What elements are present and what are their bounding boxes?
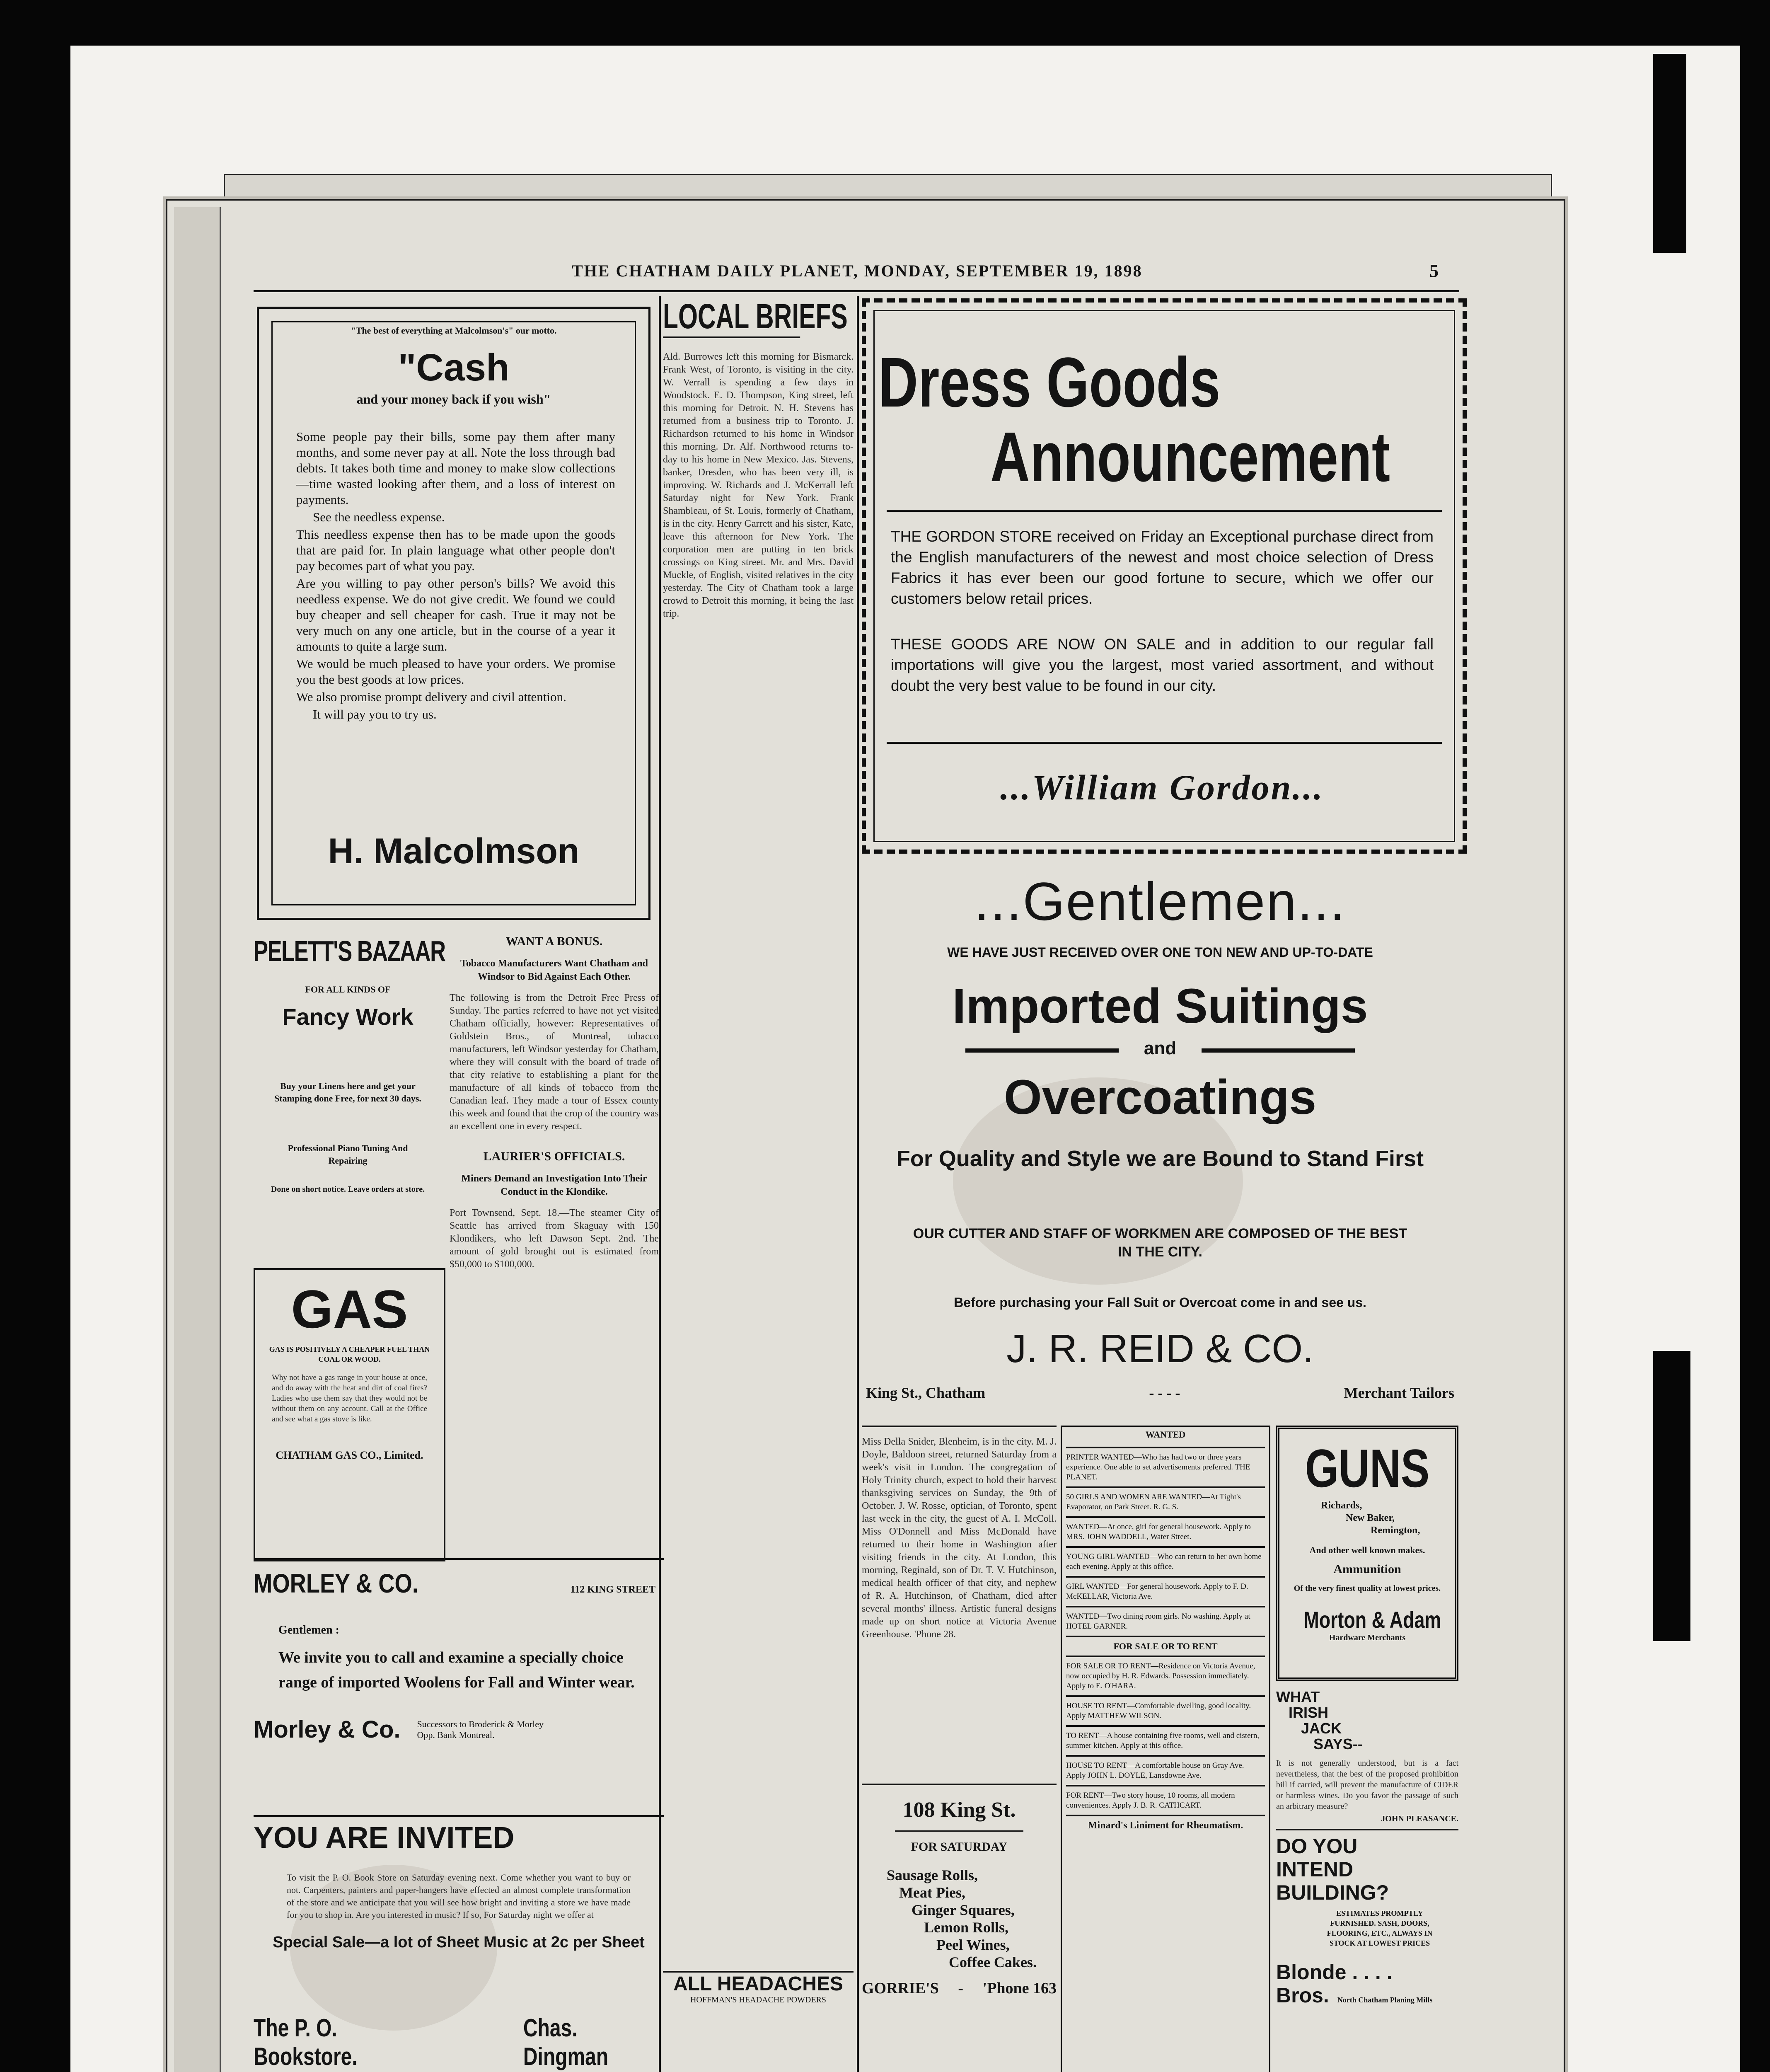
pelett-bazaar-ad [254, 934, 445, 1254]
classified-item: HOUSE TO RENT—A comfortable house on Gray Ave. Apply JOHN L. DOYLE, Lansdowne Ave. [1066, 1761, 1244, 1780]
dress-goods-ad [862, 298, 1467, 854]
shop-item: Coffee Cakes. [949, 1954, 1037, 1970]
scan-border-left [0, 0, 70, 2072]
classified-heading: WANTED [1145, 1429, 1186, 1440]
shop-footer-mid: - [958, 1980, 964, 1997]
ad-footer-left: King St., Chatham [866, 1385, 986, 1401]
ad-rule [887, 510, 1442, 512]
ad-title: GUNS [1305, 1438, 1430, 1498]
column-body: Miss Della Snider, Blenheim, is in the city. M. J. Doyle, Baldoon street, returned Saturday from a week's visit in London. The congregation of Holy Trinity church, expect to hold their harvest thanksgiving services on Sunday, the 9th of October. J. W. Rosse, optician, of Toronto, spent last week in the city, the guest of A. I. McColl. Miss O'Donnell and Miss McDonald have returned to their home in Washington after visiting friends in the city. At London, this morning, Reginald, son of Dr. T. V. Hutchinson, medical health officer of that city, and nephew of R. A. Hutchinson, of Chatham, died after several months' illness. Artistic funeral designs made up on short notice at Victoria Avenue Greenhouse. 'Phone 28. [862, 1436, 1057, 1640]
irish-jack-line: IRISH [1289, 1704, 1329, 1721]
page-fold [174, 207, 221, 2072]
classifieds-column [1061, 1426, 1270, 2072]
ad-successors: Successors to Broderick & Morley Opp. Bank Montreal. [417, 1719, 544, 1740]
page-number: 5 [1429, 261, 1439, 281]
ad-paragraph: THESE GOODS ARE NOW ON SALE and in addition to our regular fall importations will give you the largest, most varied assortment, and without doubt the very best value to be found in our city. [891, 636, 1434, 694]
ad-title: GAS [291, 1279, 408, 1339]
ad-line: Done on short notice. Leave orders at store. [271, 1185, 425, 1194]
news-column [450, 934, 659, 1556]
ad-line: Before purchasing your Fall Suit or Overcoat come in and see us. [954, 1295, 1366, 1310]
ad-signature-left: The P. O. Bookstore. [254, 2014, 358, 2070]
film-tab-right-top [1653, 54, 1686, 253]
ad-signature: CHATHAM GAS CO., Limited. [276, 1449, 423, 1461]
building-ad-line: DO YOU [1276, 1835, 1358, 1858]
shop-title: 108 King St. [902, 1798, 1016, 1822]
blonde-bros-line: Blonde . . . . [1276, 1961, 1393, 1984]
building-ad-line: BUILDING? [1276, 1881, 1389, 1904]
ad-body: We invite you to call and examine a specially choice range of imported Woolens for Fall and Winter wear. [278, 1649, 635, 1691]
ad-line: Remington, [1371, 1525, 1420, 1536]
morley-ad [254, 1558, 664, 1807]
classified-item: FOR RENT—Two story house, 10 rooms, all modern conveniences. Apply J. B. R. CATHCART. [1066, 1791, 1235, 1810]
masthead: THE CHATHAM DAILY PLANET, MONDAY, SEPTEMBER 19, 1898 [572, 261, 1143, 280]
ad-signature: Morley & Co. [254, 1716, 401, 1743]
film-tab-right-bottom [1653, 1351, 1690, 1641]
shop-item: Sausage Rolls, [887, 1867, 978, 1883]
ad-paragraph: Some people pay their bills, some pay them after many months, and some never pay at all. Note the loss through bad debts. It takes both time and money to make slow collections—time wasted looking after them, and a loss of interest on payments. [296, 429, 615, 507]
ad-line: and [1144, 1038, 1177, 1058]
ad-address: 112 KING STREET [570, 1584, 655, 1595]
irish-jack-line: SAYS-- [1313, 1736, 1363, 1752]
ad-title: ...Gentlemen... [974, 871, 1346, 932]
ad-paragraph: THE GORDON STORE received on Friday an Exceptional purchase direct from the English manufacturers of the newest and most choice selection of Dress Fabrics it has ever been our good fortune to secure, which we offer our customers below retail prices. [891, 528, 1434, 607]
reid-tailors-ad [862, 862, 1458, 1413]
shop-item: Peel Wines, [936, 1936, 1010, 1953]
classified-item: GIRL WANTED—For general housework. Apply to F. D. McKELLAR, Victoria Ave. [1066, 1582, 1248, 1601]
shop-footer-right: 'Phone 163 [982, 1980, 1057, 1997]
ad-flourish [965, 1048, 1119, 1053]
ad-paragraph: Are you willing to pay other person's bills? We avoid this needless expense. We do not give credit. We found we could buy cheaper and sell cheaper for cash. True it may not be very much on any one article, but in the course of a year it amounts to quite a large sum. [296, 576, 615, 654]
ad-line: For Quality and Style we are Bound to Stand First [896, 1146, 1424, 1171]
ad-paragraph: This needless expense then has to be made upon the goods that are paid for. In plain language what other people don't pay becomes part of what you pay. [296, 527, 615, 573]
ad-signature-sub: Hardware Merchants [1329, 1633, 1406, 1642]
ad-flourish [1202, 1048, 1355, 1053]
classified-item: PRINTER WANTED—Who has had two or three years experience. One able to set advertisements preferred. THE PLANET. [1066, 1453, 1250, 1481]
irish-jack-signature: JOHN PLEASANCE. [1381, 1814, 1458, 1823]
ad-line: And other well known makes. [1309, 1545, 1425, 1555]
irish-jack-body: It is not generally understood, but is a fact nevertheless, that the best of the proposed prohibition bill if carried, will prevent the manufacture of CIDER or harmless wines. Do you favor the passage of such an arbitrary measure? [1276, 1759, 1458, 1811]
ad-body [296, 429, 615, 724]
scan-border-right [1740, 0, 1770, 2072]
shop-item: Meat Pies, [899, 1884, 965, 1901]
ad-paragraph: We would be much pleased to have your orders. We promise you the best goods at low prices. [296, 656, 615, 687]
ad-salutation: Gentlemen : [278, 1624, 339, 1636]
classified-item: WANTED—At once, girl for general housework. Apply to MRS. JOHN WADDELL, Water Street. [1066, 1523, 1251, 1541]
shop-subtitle: FOR SATURDAY [911, 1840, 1008, 1854]
classified-footer: Minard's Liniment for Rheumatism. [1088, 1820, 1243, 1831]
classified-item: FOR SALE OR TO RENT—Residence on Victoria Avenue, now occupied by H. R. Edwards. Possession immediately. Apply to E. O'HARA. [1066, 1662, 1255, 1690]
ad-title: PELETT'S BAZAAR [254, 935, 445, 967]
ad-footer-dashes: - - - - [1149, 1385, 1180, 1401]
column-body: Ald. Burrowes left this morning for Bismarck. Frank West, of Toronto, is visiting in the city. W. Verrall is spending a few days in Woodstock. E. D. Thompson, King street, left this morning for Detroit. N. H. Stevens has returned from a business trip to Toronto. J. Richardson returned to his home in Windsor this morning. Dr. Alf. Northwood returns to-day to his home in New Mexico. Jas. Stevens, banker, Dresden, who has been very ill, is improving. W. Richards and J. McKerrall left Saturday night for New York. Frank Shambleau, of St. Louis, formerly of Chatham, is in the city. Henry Garrett and his sister, Kate, leave this afternoon for New York. The corporation men are putting in ten brick crossings on King street. Mr. and Mrs. David Muckle, of English, visited relatives in the city yesterday. The City of Chatham took a large crowd to Detroit this morning, it being the last trip. [663, 351, 854, 619]
ad-line: Overcoatings [1003, 1070, 1317, 1125]
scan-border-top [0, 0, 1770, 46]
ad-title: MORLEY & CO. [254, 1569, 418, 1598]
headache-ad: ALL HEADACHES [673, 1973, 843, 1995]
classified-item: HOUSE TO RENT—Comfortable dwelling, good locality. Apply MATTHEW WILSON. [1066, 1702, 1251, 1720]
ad-rule [887, 742, 1442, 744]
classified-item: YOUNG GIRL WANTED—Who can return to her own home each evening. Apply at this office. [1066, 1552, 1262, 1571]
header-rule [254, 290, 1459, 292]
ad-line: Fancy Work [282, 1004, 413, 1030]
column-rule [857, 296, 859, 2072]
column-title: LOCAL BRIEFS [663, 296, 800, 338]
shop-item: Lemon Rolls, [924, 1919, 1009, 1936]
article-headline: WANT A BONUS. [505, 934, 603, 948]
ad-signature: H. Malcolmson [328, 831, 580, 871]
ad-line: Imported Suitings [952, 979, 1368, 1034]
classified-item: 50 GIRLS AND WOMEN ARE WANTED—At Tight's Evaporator, on Park Street. R. G. S. [1066, 1493, 1241, 1511]
article-body: Port Townsend, Sept. 18.—The steamer City of Seattle has arrived from Skaguay with 150 Klondikers, who left Dawson Sept. 2nd. The amount of gold brought out is estimated from $50,000 to $100,000. [450, 1208, 659, 1270]
guns-column [1276, 1426, 1458, 2072]
ad-line: OUR CUTTER AND STAFF OF WORKMEN ARE COMPOSED OF THE BEST IN THE CITY. [913, 1226, 1407, 1260]
malcolmson-ad [257, 307, 650, 920]
ad-line: WE HAVE JUST RECEIVED OVER ONE TON NEW AND UP-TO-DATE [947, 945, 1373, 960]
ad-line: Ammunition [1333, 1562, 1401, 1576]
building-ad-line: INTEND [1276, 1858, 1354, 1881]
irish-jack-line: JACK [1301, 1720, 1342, 1737]
news-column [862, 1426, 1057, 2072]
shop-footer-left: GORRIE'S [862, 1980, 939, 1997]
guns-ad [1276, 1426, 1458, 1681]
ad-special: Special Sale—a lot of Sheet Music at 2c per Sheet [273, 1934, 645, 1951]
headache-ad-sub: HOFFMAN'S HEADACHE POWDERS [690, 1995, 827, 2004]
ad-signature-right: Chas. Dingman [523, 2014, 608, 2070]
ad-title: "Cash [398, 346, 510, 389]
blonde-bros-line: Bros. [1276, 1984, 1329, 2007]
article-headline: LAURIER'S OFFICIALS. [483, 1150, 625, 1163]
ad-signature: Morton & Adam [1303, 1607, 1441, 1633]
ad-line: Richards, [1321, 1500, 1362, 1511]
ad-line: GAS IS POSITIVELY A CHEAPER FUEL THAN COAL OR WOOD. [269, 1345, 430, 1363]
building-ad-body: ESTIMATES PROMPTLY FURNISHED. SASH, DOORS, FLOORING, ETC., ALWAYS IN STOCK AT LOWEST PRICES [1327, 1909, 1433, 1947]
ad-subtitle: and your money back if you wish" [356, 392, 551, 407]
bookstore-ad [254, 1815, 664, 2072]
local-briefs-column [663, 296, 854, 2072]
article-body: The following is from the Detroit Free Press of Sunday. The parties referred to have not yet visited Chatham officially, however: Representatives of Goldstein Bros., of Montreal, tobacco manufacturers, left Windsor yesterday for Chatham, where they will consult with the board of trade of that city relative to establishing a plant for the manufacture of all kinds of tobacco from the Canadian leaf. They made a tour of Essex county this week and found that the crop of the country was an excellent one in every respect. [450, 992, 659, 1132]
classified-heading: FOR SALE OR TO RENT [1113, 1641, 1218, 1651]
ad-line: Of the very finest quality at lowest prices. [1294, 1584, 1441, 1593]
ad-title: Announcement [990, 418, 1390, 496]
ad-kicker: "The best of everything at Malcolmson's" our motto. [351, 325, 557, 336]
classified-item: WANTED—Two dining room girls. No washing. Apply at HOTEL GARNER. [1066, 1612, 1250, 1631]
ad-paragraph: We also promise prompt delivery and civil attention. [296, 690, 566, 704]
ad-line: Professional Piano Tuning And Repairing [288, 1143, 408, 1166]
ad-signature: ...William Gordon... [1000, 767, 1324, 807]
ad-title: YOU ARE INVITED [254, 1821, 515, 1854]
classified-item: TO RENT—A house containing five rooms, well and cistern, summer kitchen. Apply at this office. [1066, 1731, 1260, 1750]
ad-body: Why not have a gas range in your house at once, and do away with the heat and dirt of coal fires? Ladies who use them say that they would not be without them on any account. Call at the Office and see what a gas stove is like. [272, 1373, 427, 1423]
ad-line: New Baker, [1346, 1513, 1395, 1523]
ad-paragraph: See the needless expense. [313, 510, 445, 524]
ad-footer-right: Merchant Tailors [1344, 1385, 1454, 1401]
irish-jack-line: WHAT [1276, 1688, 1320, 1705]
shop-item: Ginger Squares, [912, 1902, 1015, 1918]
ad-title: Dress Goods [878, 343, 1221, 422]
ad-signature: J. R. REID & CO. [1006, 1326, 1314, 1371]
gas-ad [254, 1268, 445, 1561]
article-deck: Miners Demand an Investigation Into Their Conduct in the Klondike. [461, 1173, 647, 1197]
ad-line: FOR ALL KINDS OF [305, 984, 391, 995]
ad-line: Buy your Linens here and get your Stamping done Free, for next 30 days. [274, 1081, 421, 1104]
article-deck: Tobacco Manufacturers Want Chatham and Windsor to Bid Against Each Other. [460, 958, 648, 982]
ad-body: To visit the P. O. Book Store on Saturday evening next. Come whether you want to buy or not. Carpenters, painters and paper-hangers have effected an almost complete transformation of the store and we anticipate that you will see how bright and inviting a store we have made for you to shop in. Are you interested in music? If so, For Saturday night we offer at [287, 1872, 631, 1920]
blonde-bros-sub: North Chatham Planing Mills [1337, 1996, 1433, 2004]
ad-paragraph: It will pay you to try us. [313, 707, 437, 721]
